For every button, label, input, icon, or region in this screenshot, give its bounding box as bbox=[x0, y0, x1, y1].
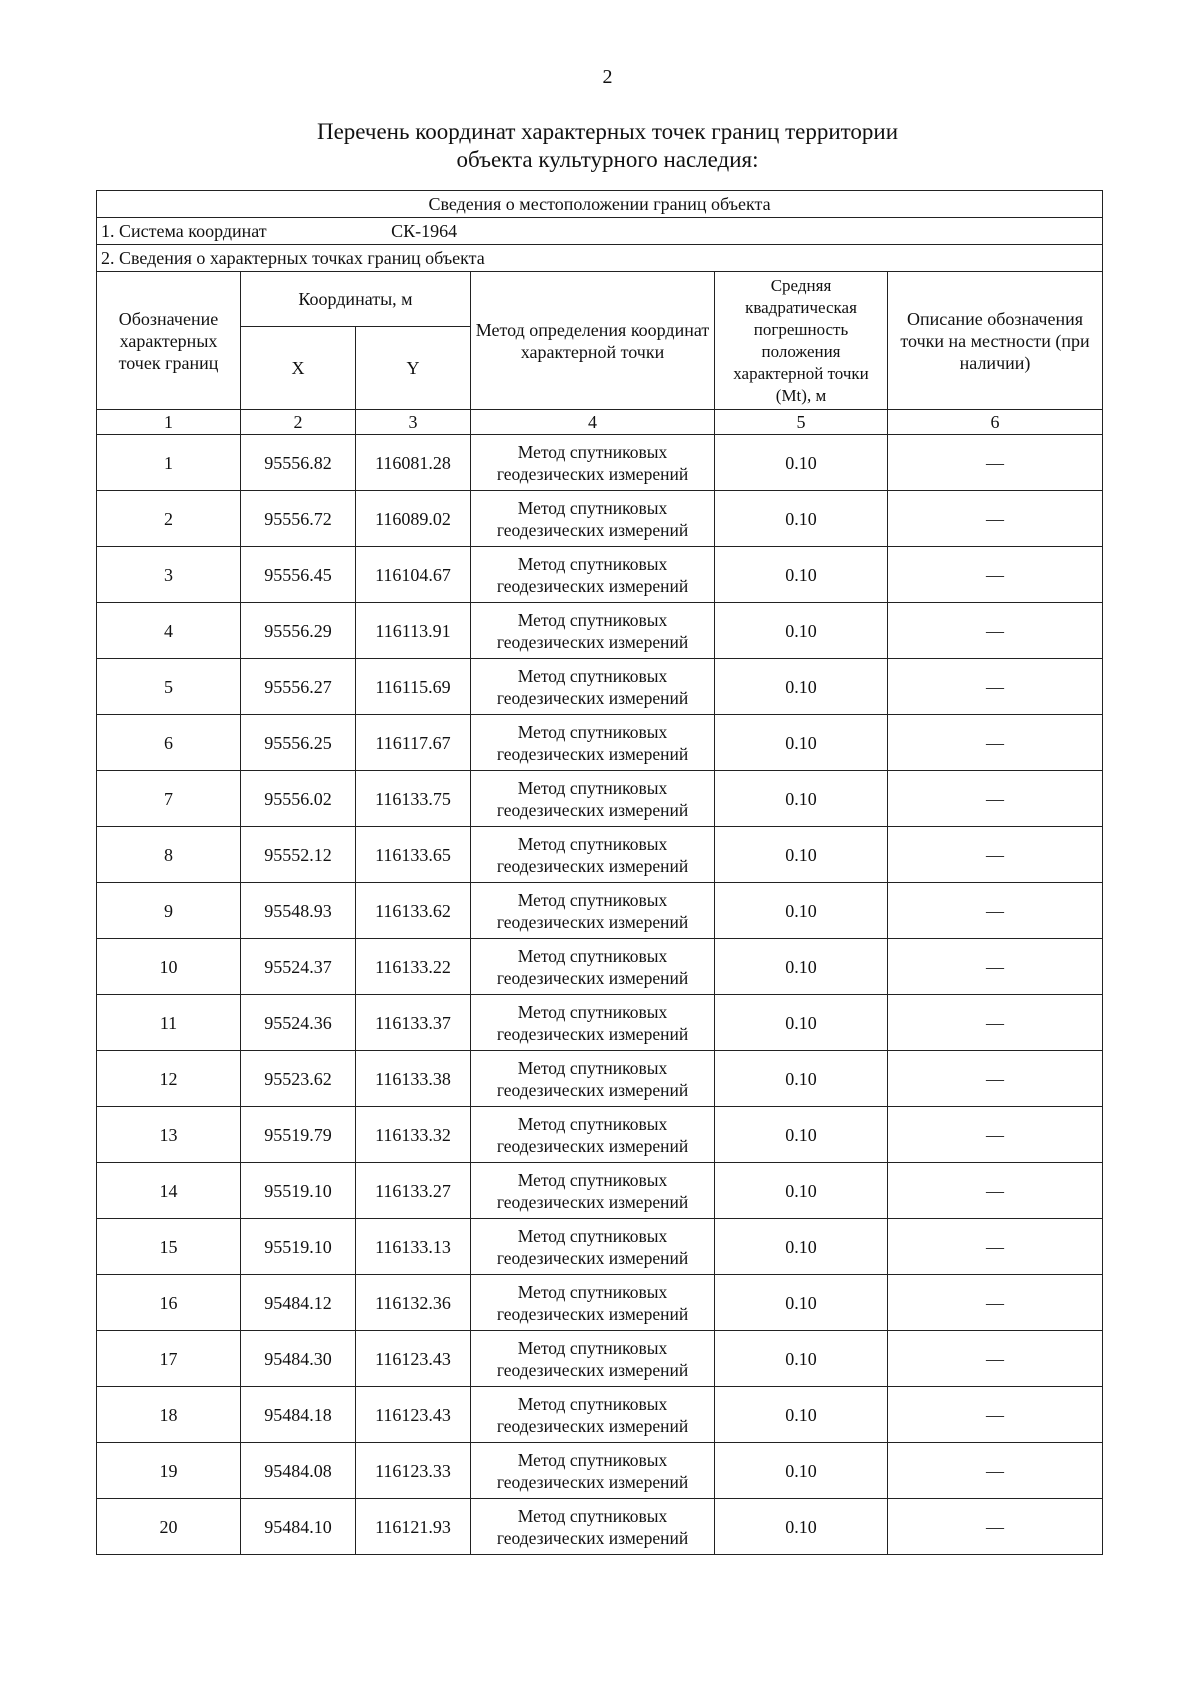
column-number: 5 bbox=[715, 410, 888, 435]
point-number-cell: 9 bbox=[97, 883, 241, 939]
table-row bbox=[97, 547, 1103, 603]
points-header: 2. Сведения о характерных точках границ объекта bbox=[97, 245, 1103, 272]
coord-system-label: 1. Система координат bbox=[101, 221, 267, 241]
x-coordinate-cell: 95524.37 bbox=[241, 939, 356, 995]
error-cell: 0.10 bbox=[715, 1051, 888, 1107]
error-cell: 0.10 bbox=[715, 1163, 888, 1219]
point-number-cell: 19 bbox=[97, 1443, 241, 1499]
error-cell: 0.10 bbox=[715, 1331, 888, 1387]
method-cell: Метод спутниковых геодезических измерений bbox=[471, 435, 715, 491]
description-cell: — bbox=[888, 939, 1103, 995]
point-number-cell: 8 bbox=[97, 827, 241, 883]
table-row bbox=[97, 1499, 1103, 1555]
x-coordinate-cell: 95519.10 bbox=[241, 1163, 356, 1219]
y-coordinate-cell: 116133.65 bbox=[356, 827, 471, 883]
x-coordinate-cell: 95548.93 bbox=[241, 883, 356, 939]
description-cell: — bbox=[888, 995, 1103, 1051]
x-coordinate-cell: 95484.08 bbox=[241, 1443, 356, 1499]
y-coordinate-cell: 116123.43 bbox=[356, 1331, 471, 1387]
table-row bbox=[97, 715, 1103, 771]
method-cell: Метод спутниковых геодезических измерений bbox=[471, 603, 715, 659]
y-coordinate-cell: 116089.02 bbox=[356, 491, 471, 547]
x-coordinate-cell: 95519.79 bbox=[241, 1107, 356, 1163]
method-cell: Метод спутниковых геодезических измерений bbox=[471, 547, 715, 603]
y-coordinate-cell: 116133.62 bbox=[356, 883, 471, 939]
description-cell: — bbox=[888, 715, 1103, 771]
col-header-error: Средняя квадратическая погрешность положения характерной точки (Mt), м bbox=[715, 272, 888, 410]
col-header-description: Описание обозначения точки на местности (при наличии) bbox=[888, 272, 1103, 410]
table-row bbox=[97, 1387, 1103, 1443]
y-coordinate-cell: 116081.28 bbox=[356, 435, 471, 491]
point-number-cell: 13 bbox=[97, 1107, 241, 1163]
method-cell: Метод спутниковых геодезических измерений bbox=[471, 1387, 715, 1443]
y-coordinate-cell: 116133.32 bbox=[356, 1107, 471, 1163]
document-title bbox=[0, 118, 1200, 174]
error-cell: 0.10 bbox=[715, 659, 888, 715]
point-number-cell: 10 bbox=[97, 939, 241, 995]
x-coordinate-cell: 95556.29 bbox=[241, 603, 356, 659]
x-coordinate-cell: 95524.36 bbox=[241, 995, 356, 1051]
point-number-cell: 5 bbox=[97, 659, 241, 715]
method-cell: Метод спутниковых геодезических измерений bbox=[471, 1219, 715, 1275]
x-coordinate-cell: 95556.25 bbox=[241, 715, 356, 771]
x-coordinate-cell: 95552.12 bbox=[241, 827, 356, 883]
column-number: 4 bbox=[471, 410, 715, 435]
table-row bbox=[97, 435, 1103, 491]
y-coordinate-cell: 116133.37 bbox=[356, 995, 471, 1051]
y-coordinate-cell: 116117.67 bbox=[356, 715, 471, 771]
point-number-cell: 1 bbox=[97, 435, 241, 491]
y-coordinate-cell: 116133.38 bbox=[356, 1051, 471, 1107]
point-number-cell: 14 bbox=[97, 1163, 241, 1219]
method-cell: Метод спутниковых геодезических измерений bbox=[471, 1107, 715, 1163]
error-cell: 0.10 bbox=[715, 1499, 888, 1555]
method-cell: Метод спутниковых геодезических измерений bbox=[471, 715, 715, 771]
error-cell: 0.10 bbox=[715, 1387, 888, 1443]
description-cell: — bbox=[888, 435, 1103, 491]
error-cell: 0.10 bbox=[715, 827, 888, 883]
description-cell: — bbox=[888, 1163, 1103, 1219]
y-coordinate-cell: 116115.69 bbox=[356, 659, 471, 715]
table-row bbox=[97, 1163, 1103, 1219]
description-cell: — bbox=[888, 547, 1103, 603]
table-row bbox=[97, 1051, 1103, 1107]
method-cell: Метод спутниковых геодезических измерений bbox=[471, 1051, 715, 1107]
description-cell: — bbox=[888, 1275, 1103, 1331]
point-number-cell: 6 bbox=[97, 715, 241, 771]
col-header-coords: Координаты, м bbox=[241, 272, 471, 327]
col-header-designation: Обозначение характерных точек границ bbox=[97, 272, 241, 410]
y-coordinate-cell: 116104.67 bbox=[356, 547, 471, 603]
point-number-cell: 7 bbox=[97, 771, 241, 827]
error-cell: 0.10 bbox=[715, 715, 888, 771]
description-cell: — bbox=[888, 1219, 1103, 1275]
point-number-cell: 18 bbox=[97, 1387, 241, 1443]
error-cell: 0.10 bbox=[715, 883, 888, 939]
point-number-cell: 11 bbox=[97, 995, 241, 1051]
description-cell: — bbox=[888, 883, 1103, 939]
table-row bbox=[97, 771, 1103, 827]
method-cell: Метод спутниковых геодезических измерений bbox=[471, 1331, 715, 1387]
table-row bbox=[97, 1219, 1103, 1275]
error-cell: 0.10 bbox=[715, 1275, 888, 1331]
point-number-cell: 17 bbox=[97, 1331, 241, 1387]
description-cell: — bbox=[888, 491, 1103, 547]
section-header: Сведения о местоположении границ объекта bbox=[97, 191, 1103, 218]
y-coordinate-cell: 116133.75 bbox=[356, 771, 471, 827]
table-row bbox=[97, 939, 1103, 995]
description-cell: — bbox=[888, 1051, 1103, 1107]
point-number-cell: 16 bbox=[97, 1275, 241, 1331]
error-cell: 0.10 bbox=[715, 603, 888, 659]
error-cell: 0.10 bbox=[715, 435, 888, 491]
error-cell: 0.10 bbox=[715, 939, 888, 995]
description-cell: — bbox=[888, 771, 1103, 827]
method-cell: Метод спутниковых геодезических измерений bbox=[471, 1443, 715, 1499]
x-coordinate-cell: 95519.10 bbox=[241, 1219, 356, 1275]
table-row bbox=[97, 491, 1103, 547]
page-number: 2 bbox=[602, 66, 613, 88]
method-cell: Метод спутниковых геодезических измерений bbox=[471, 771, 715, 827]
column-number: 2 bbox=[241, 410, 356, 435]
error-cell: 0.10 bbox=[715, 491, 888, 547]
x-coordinate-cell: 95484.30 bbox=[241, 1331, 356, 1387]
description-cell: — bbox=[888, 827, 1103, 883]
table-row bbox=[97, 1443, 1103, 1499]
method-cell: Метод спутниковых геодезических измерений bbox=[471, 491, 715, 547]
coord-system-row bbox=[97, 218, 1103, 245]
table-row bbox=[97, 659, 1103, 715]
point-number-cell: 12 bbox=[97, 1051, 241, 1107]
table-row bbox=[97, 883, 1103, 939]
column-number: 1 bbox=[97, 410, 241, 435]
y-coordinate-cell: 116123.33 bbox=[356, 1443, 471, 1499]
error-cell: 0.10 bbox=[715, 771, 888, 827]
x-coordinate-cell: 95556.82 bbox=[241, 435, 356, 491]
method-cell: Метод спутниковых геодезических измерений bbox=[471, 1275, 715, 1331]
description-cell: — bbox=[888, 1443, 1103, 1499]
x-coordinate-cell: 95484.10 bbox=[241, 1499, 356, 1555]
y-coordinate-cell: 116132.36 bbox=[356, 1275, 471, 1331]
point-number-cell: 3 bbox=[97, 547, 241, 603]
x-coordinate-cell: 95484.12 bbox=[241, 1275, 356, 1331]
description-cell: — bbox=[888, 1107, 1103, 1163]
point-number-cell: 20 bbox=[97, 1499, 241, 1555]
table-row bbox=[97, 1331, 1103, 1387]
table-row bbox=[97, 1107, 1103, 1163]
y-coordinate-cell: 116121.93 bbox=[356, 1499, 471, 1555]
method-cell: Метод спутниковых геодезических измерений bbox=[471, 1163, 715, 1219]
col-header-y: Y bbox=[356, 327, 471, 410]
y-coordinate-cell: 116133.22 bbox=[356, 939, 471, 995]
method-cell: Метод спутниковых геодезических измерений bbox=[471, 883, 715, 939]
table-row bbox=[97, 827, 1103, 883]
error-cell: 0.10 bbox=[715, 995, 888, 1051]
description-cell: — bbox=[888, 1331, 1103, 1387]
title-line-2: объекта культурного наследия: bbox=[456, 147, 759, 172]
x-coordinate-cell: 95484.18 bbox=[241, 1387, 356, 1443]
point-number-cell: 2 bbox=[97, 491, 241, 547]
y-coordinate-cell: 116113.91 bbox=[356, 603, 471, 659]
title-line-1: Перечень координат характерных точек границ территории bbox=[316, 119, 899, 144]
column-number: 3 bbox=[356, 410, 471, 435]
x-coordinate-cell: 95556.72 bbox=[241, 491, 356, 547]
method-cell: Метод спутниковых геодезических измерений bbox=[471, 1499, 715, 1555]
column-numbers-row bbox=[97, 410, 1103, 435]
method-cell: Метод спутниковых геодезических измерений bbox=[471, 995, 715, 1051]
x-coordinate-cell: 95556.27 bbox=[241, 659, 356, 715]
column-number: 6 bbox=[888, 410, 1103, 435]
x-coordinate-cell: 95523.62 bbox=[241, 1051, 356, 1107]
method-cell: Метод спутниковых геодезических измерений bbox=[471, 827, 715, 883]
table-row bbox=[97, 995, 1103, 1051]
coord-system-value: СК-1964 bbox=[391, 221, 458, 241]
x-coordinate-cell: 95556.45 bbox=[241, 547, 356, 603]
description-cell: — bbox=[888, 603, 1103, 659]
point-number-cell: 15 bbox=[97, 1219, 241, 1275]
method-cell: Метод спутниковых геодезических измерений bbox=[471, 939, 715, 995]
col-header-x: X bbox=[241, 327, 356, 410]
error-cell: 0.10 bbox=[715, 547, 888, 603]
table-row bbox=[97, 603, 1103, 659]
error-cell: 0.10 bbox=[715, 1219, 888, 1275]
description-cell: — bbox=[888, 1499, 1103, 1555]
point-number-cell: 4 bbox=[97, 603, 241, 659]
col-header-method: Метод определения координат характерной точки bbox=[471, 272, 715, 410]
y-coordinate-cell: 116123.43 bbox=[356, 1387, 471, 1443]
coordinates-table bbox=[96, 190, 1103, 1555]
table-row bbox=[97, 1275, 1103, 1331]
y-coordinate-cell: 116133.27 bbox=[356, 1163, 471, 1219]
y-coordinate-cell: 116133.13 bbox=[356, 1219, 471, 1275]
method-cell: Метод спутниковых геодезических измерений bbox=[471, 659, 715, 715]
description-cell: — bbox=[888, 1387, 1103, 1443]
description-cell: — bbox=[888, 659, 1103, 715]
error-cell: 0.10 bbox=[715, 1107, 888, 1163]
x-coordinate-cell: 95556.02 bbox=[241, 771, 356, 827]
error-cell: 0.10 bbox=[715, 1443, 888, 1499]
